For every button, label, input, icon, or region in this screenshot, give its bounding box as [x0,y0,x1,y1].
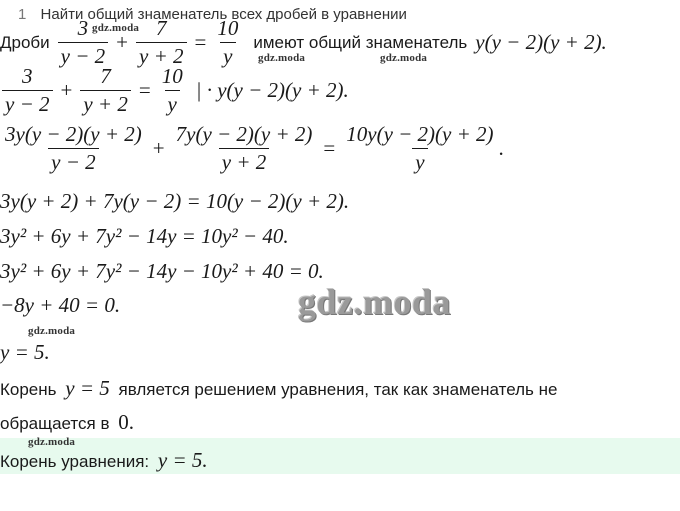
fraction-3-num: 10y(y − 2)(y + 2) [346,122,494,146]
explanation-math: y = 5 [65,376,110,400]
watermark-large: gdz.moda [298,282,452,322]
fraction-1-num: 3 [77,16,89,40]
fraction-1-num: 3y(y − 2)(y + 2) [5,122,142,146]
watermark-1: gdz.moda [92,22,140,34]
explanation-zero: 0. [118,410,134,434]
line-3 [0,122,504,175]
fraction-1-den: y − 2 [2,90,53,117]
fraction-2-den: y + 2 [219,148,270,175]
watermark-5: gdz.moda [28,436,76,448]
fraction-1 [2,64,53,117]
fraction-3-den: y [412,148,427,175]
equation-5: y = 5. [0,340,50,364]
fraction-1-num: 3 [22,64,33,88]
header-title: Найти общий знаменатель всех дробей в уравнении [40,6,407,23]
fraction-2-den: y + 2 [80,90,131,117]
fraction-2 [80,64,131,117]
watermark-3: gdz.moda [380,52,428,64]
fraction-1-den: y − 2 [58,42,109,69]
equation-3: 3y² + 6y + 7y² − 14y − 10y² + 40 = 0. [0,259,324,283]
header-number: 1 [18,6,27,23]
answer-line [0,448,208,473]
multiply-by-denominator: | · y(y − 2)(y + 2). [195,78,349,102]
explanation-text-b: является решением уравнения, так как знаменатель не [118,380,558,399]
period: . [498,136,504,160]
equation-4: −8y + 40 = 0. [0,293,121,317]
line1-prefix: Дроби [0,32,50,52]
fraction-2-den: y + 2 [136,42,187,69]
explanation-text-a: Корень [0,380,57,399]
fraction-3-den: y [220,42,235,69]
fraction-3 [159,64,186,117]
fraction-1-den: y − 2 [48,148,99,175]
equation-1: 3y(y + 2) + 7y(y − 2) = 10(y − 2)(y + 2). [0,189,350,213]
plus-sign: + [60,78,73,102]
common-denominator: y(y − 2)(y + 2). [475,30,607,54]
plus-sign: + [152,136,165,160]
plus-sign: + [116,30,128,54]
explanation-line-1 [0,376,557,401]
watermark-2: gdz.moda [258,52,306,64]
fraction-2-num: 7y(y − 2)(y + 2) [175,122,313,146]
fraction-3-den: y [165,90,180,117]
fraction-2 [136,16,187,69]
equals-sign: = [194,30,207,54]
fraction-3-num: 10 [161,64,183,88]
explanation-line-2 [0,410,134,435]
equals-sign: = [323,136,336,160]
answer-value: y = 5. [157,448,208,472]
line1-suffix: имеют общий знаменатель [253,32,468,52]
fraction-3 [214,16,241,69]
explanation-text-c: обращается в [0,414,110,433]
fraction-1 [2,122,145,175]
fraction-3-num: 10 [217,16,239,40]
fraction-2 [173,122,316,175]
fraction-2-num: 7 [100,64,111,88]
fraction-3 [343,122,496,175]
equals-sign: = [138,78,151,102]
watermark-4: gdz.moda [28,325,76,337]
answer-label: Корень уравнения: [0,452,150,471]
fraction-2-num: 7 [156,16,167,40]
equation-2: 3y² + 6y + 7y² − 14y = 10y² − 40. [0,224,289,248]
line-2 [0,64,349,117]
